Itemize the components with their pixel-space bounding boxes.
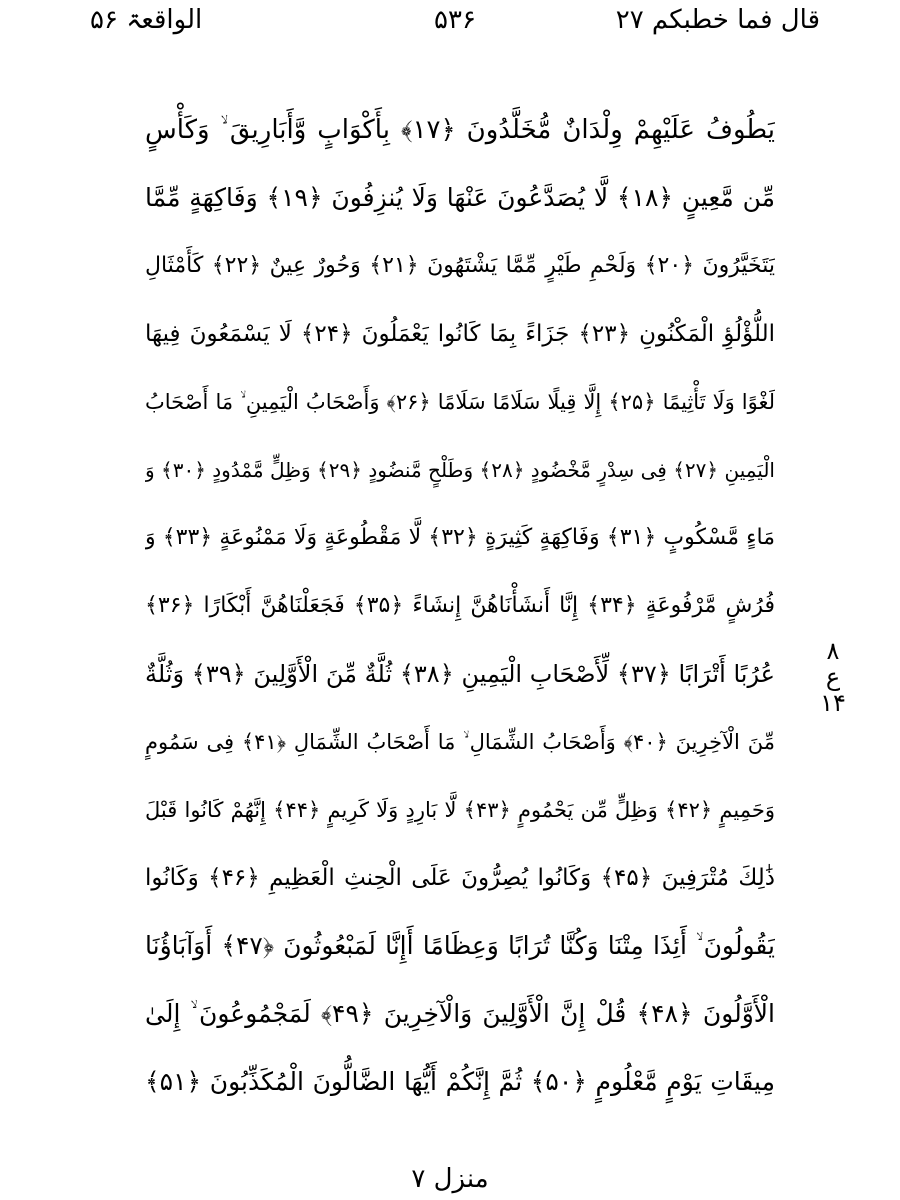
ruku-margin-mark — [808, 638, 858, 716]
surah-title: الواقعۃ ۵۶ — [90, 5, 203, 35]
verse-line: الْیَمِینِ ﴿۲۷﴾ فِی سِدْرٍ مَّخْضُودٍ ﴿۲۸﴾ وَطَلْحٍ مَّنضُودٍ ﴿۲۹﴾ وَظِلٍّ مَّمْدُودٍ ﴿۳۰﴾ وَ — [145, 458, 775, 482]
ruku-sign: ع — [825, 663, 841, 691]
verse-line: ذَٰلِكَ مُتْرَفِینَ ﴿۴۵﴾ وَكَانُوا یُصِرُّونَ عَلَى الْحِنثِ الْعَظِیمِ ﴿۴۶﴾ وَكَانُوا — [145, 865, 775, 891]
verse-line: وَحَمِیمٍ ﴿۴۲﴾ وَظِلٍّ مِّن یَحْمُومٍ ﴿۴۳﴾ لَّا بَارِدٍ وَلَا كَرِیمٍ ﴿۴۴﴾ إِنَّهُمْ كَانُوا قَبْلَ — [145, 798, 775, 822]
verse-line: اللُّؤْلُؤِ الْمَكْنُونِ ﴿۲۳﴾ جَزَاءً بِمَا كَانُوا یَعْمَلُونَ ﴿۲۴﴾ لَا یَسْمَعُونَ فِیهَا — [145, 321, 775, 347]
verse-line: یَتَخَیَّرُونَ ﴿۲۰﴾ وَلَحْمِ طَیْرٍ مِّمَّا یَشْتَهُونَ ﴿۲۱﴾ وَحُورٌ عِینٌ ﴿۲۲﴾ كَأَمْثَالِ — [145, 253, 775, 278]
verse-line: مَاءٍ مَّسْكُوبٍ ﴿۳۱﴾ وَفَاكِهَةٍ كَثِیرَةٍ ﴿۳۲﴾ لَّا مَقْطُوعَةٍ وَلَا مَمْنُوعَةٍ ﴿۳۳﴾ وَ — [145, 525, 775, 550]
page-header — [90, 2, 820, 42]
ruku-bottom-number: ۱۴ — [820, 689, 846, 717]
verse-line: الْأَوَّلُونَ ﴿۴۸﴾ قُلْ إِنَّ الْأَوَّلِینَ وَالْآخِرِینَ ﴿۴۹﴾ لَمَجْمُوعُونَ ۙ إِلَىٰ — [145, 999, 775, 1028]
quran-text-block — [145, 96, 775, 1116]
verse-line: مِیقَاتِ یَوْمٍ مَّعْلُومٍ ﴿۵۰﴾ ثُمَّ إِنَّكُمْ أَیُّهَا الضَّالُّونَ الْمُكَذِّبُونَ ﴿۵۱﴾ — [145, 1067, 775, 1096]
ruku-top-number: ۸ — [826, 637, 840, 665]
juz-title: قال فما خطبکم ۲۷ — [615, 5, 820, 35]
verse-line: یَطُوفُ عَلَیْهِمْ وِلْدَانٌ مُّخَلَّدُونَ ﴿۱۷﴾ بِأَكْوَابٍ وَّأَبَارِیقَ ۙ وَكَأْسٍ — [145, 115, 775, 145]
page-number: ۵۳۶ — [434, 5, 476, 35]
verse-line: عُرُبًا أَتْرَابًا ﴿۳۷﴾ لِّأَصْحَابِ الْیَمِینِ ﴿۳۸﴾ ثُلَّةٌ مِّنَ الْأَوَّلِینَ ﴿۳۹﴾ وَثُلَّةٌ — [145, 660, 775, 688]
verse-line: یَقُولُونَ ۙ أَئِذَا مِتْنَا وَكُنَّا تُرَابًا وَعِظَامًا أَإِنَّا لَمَبْعُوثُونَ ﴿۴۷﴾ أَوَآبَاؤُنَا — [145, 931, 775, 960]
verse-line: فُرُشٍ مَّرْفُوعَةٍ ﴿۳۴﴾ إِنَّا أَنشَأْنَاهُنَّ إِنشَاءً ﴿۳۵﴾ فَجَعَلْنَاهُنَّ أَبْكَارًا ﴿۳۶﴾ — [145, 593, 775, 618]
manzil-footer: منزل ۷ — [411, 1164, 489, 1194]
verse-line: مِّنَ الْآخِرِینَ ﴿۴۰﴾ وَأَصْحَابُ الشِّمَالِ ۙ مَا أَصْحَابُ الشِّمَالِ ﴿۴۱﴾ فِی سَمُومٍ — [145, 730, 775, 754]
verse-line: لَغْوًا وَلَا تَأْثِیمًا ﴿۲۵﴾ إِلَّا قِیلًا سَلَامًا سَلَامًا ﴿۲۶﴾ وَأَصْحَابُ الْیَمِینِ ۙ مَا أَصْحَابُ — [145, 390, 775, 414]
verse-line: مِّن مَّعِینٍ ﴿۱۸﴾ لَّا یُصَدَّعُونَ عَنْهَا وَلَا یُنزِفُونَ ﴿۱۹﴾ وَفَاكِهَةٍ مِّمَّا — [145, 183, 775, 212]
